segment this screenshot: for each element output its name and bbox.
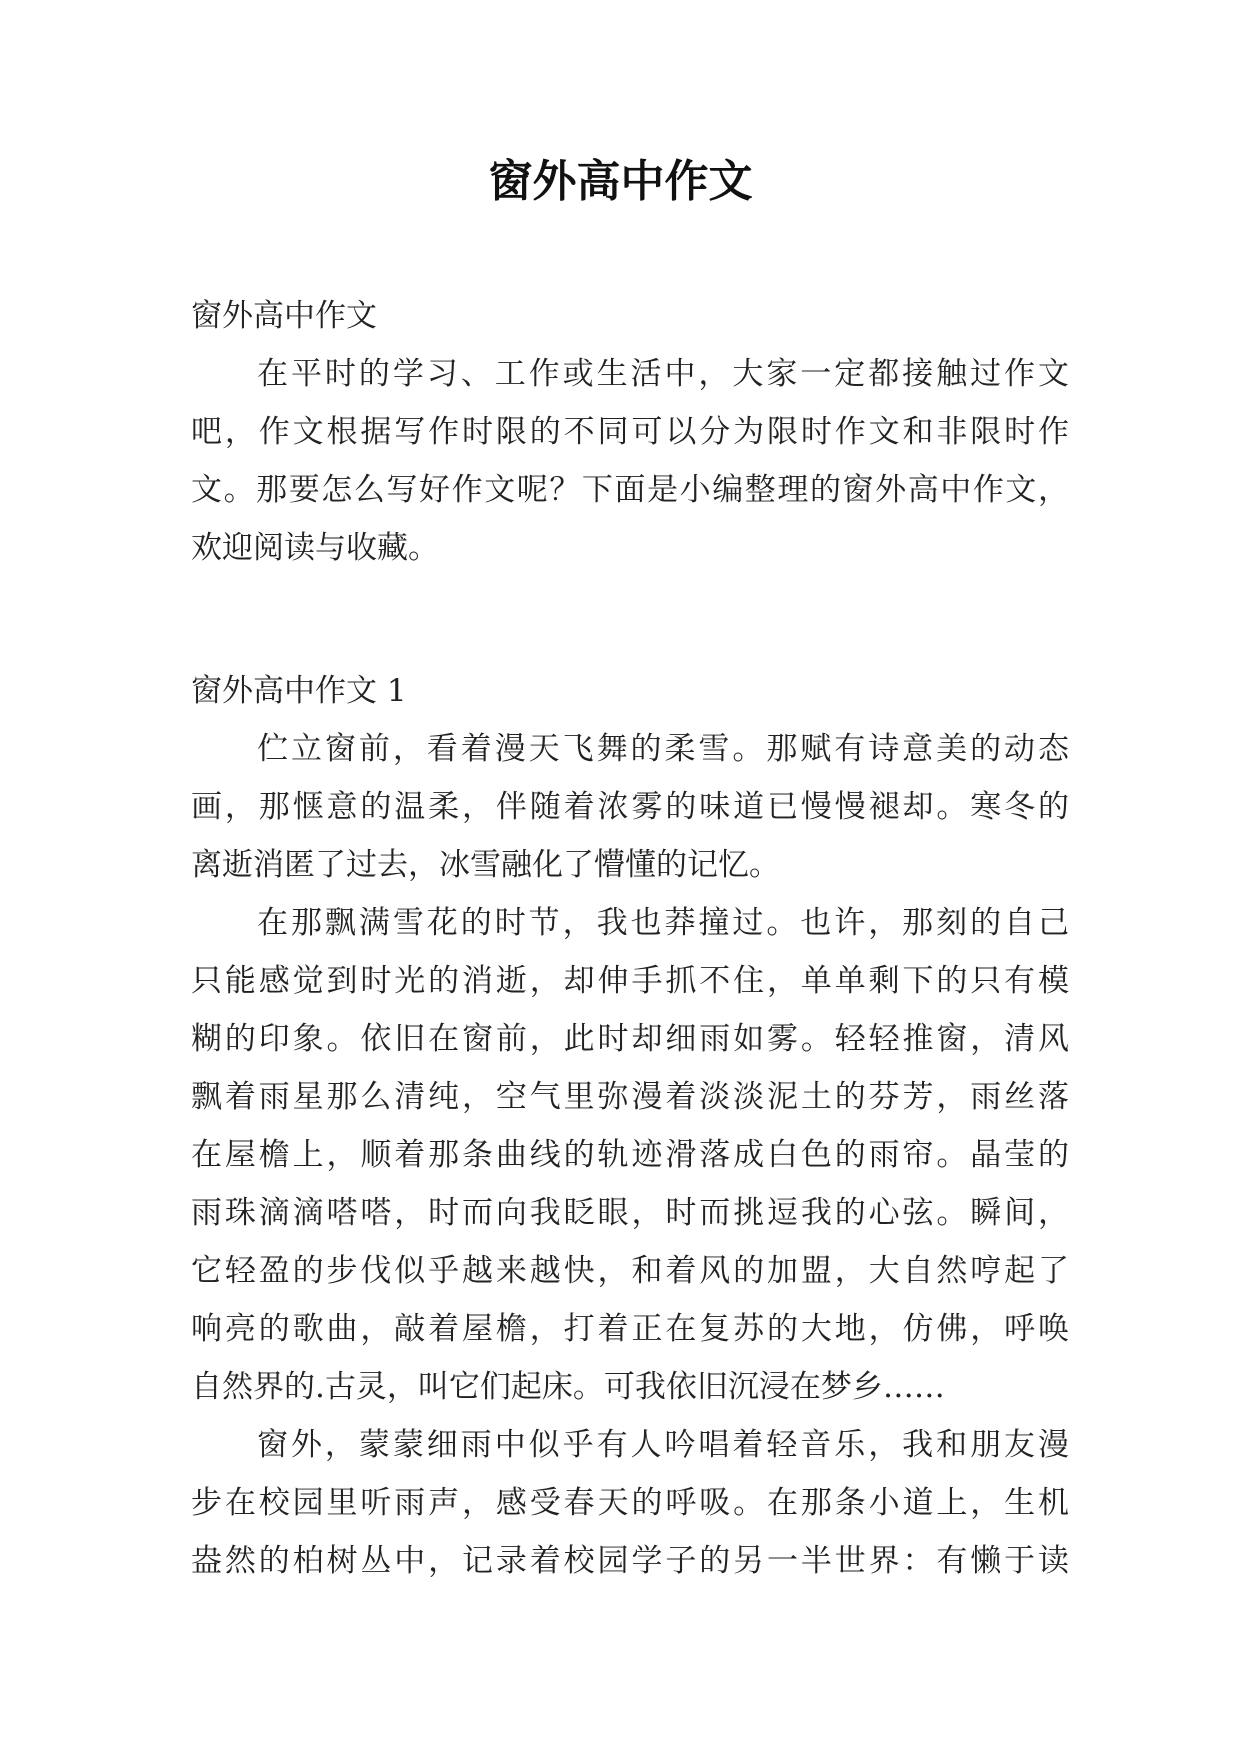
text-line: 伫立窗前，看着漫天飞舞的柔雪。那赋有诗意美的动态 [257,731,1069,767]
text-line: 自然界的.古灵，叫它们起床。可我依旧沉浸在梦乡…… [191,1369,945,1405]
document-body [191,287,1069,1590]
text-line: 飘着雨星那么清纯，空气里弥漫着淡淡泥土的芬芳，雨丝落 [191,1079,1069,1115]
section-spacer [191,577,1069,662]
text-line: 画，那惬意的温柔，伴随着浓雾的味道已慢慢褪却。寒冬的 [191,789,1069,825]
text-line: 窗外，蒙蒙细雨中似乎有人吟唱着轻音乐，我和朋友漫 [257,1427,1069,1463]
text-line: 吧，作文根据写作时限的不同可以分为限时作文和非限时作 [191,414,1069,450]
text-line: 糊的印象。依旧在窗前，此时却细雨如雾。轻轻推窗，清风 [191,1021,1069,1057]
text-line: 雨珠滴滴嗒嗒，时而向我眨眼，时而挑逗我的心弦。瞬间， [191,1195,1069,1231]
text-line: 它轻盈的步伐似乎越来越快，和着风的加盟，大自然哼起了 [191,1253,1069,1289]
essay-paragraph-2 [191,894,1069,1416]
text-line: 盎然的柏树丛中，记录着校园学子的另一半世界：有懒于读 [191,1543,1069,1579]
text-line: 在平时的学习、工作或生活中，大家一定都接触过作文 [257,356,1069,392]
text-line: 文。那要怎么写好作文呢？下面是小编整理的窗外高中作文， [191,472,1069,508]
text-line: 欢迎阅读与收藏。 [191,530,439,566]
document-title: 窗外高中作文 [488,156,753,207]
intro-paragraph [191,345,1069,577]
essay-heading: 窗外高中作文 1 [191,673,407,709]
text-line: 步在校园里听雨声，感受春天的呼吸。在那条小道上，生机 [191,1485,1069,1521]
essay-paragraph-1 [191,720,1069,894]
text-line: 在那飘满雪花的时节，我也莽撞过。也许，那刻的自己 [257,905,1069,941]
intro-heading: 窗外高中作文 [191,298,377,334]
text-line: 离逝消匿了过去，冰雪融化了懵懂的记忆。 [191,847,780,883]
text-line: 在屋檐上，顺着那条曲线的轨迹滑落成白色的雨帘。晶莹的 [191,1137,1069,1173]
text-line: 只能感觉到时光的消逝，却伸手抓不住，单单剩下的只有模 [191,963,1069,999]
essay-paragraph-3 [191,1416,1069,1590]
text-line: 响亮的歌曲，敲着屋檐，打着正在复苏的大地，仿佛，呼唤 [191,1311,1069,1347]
